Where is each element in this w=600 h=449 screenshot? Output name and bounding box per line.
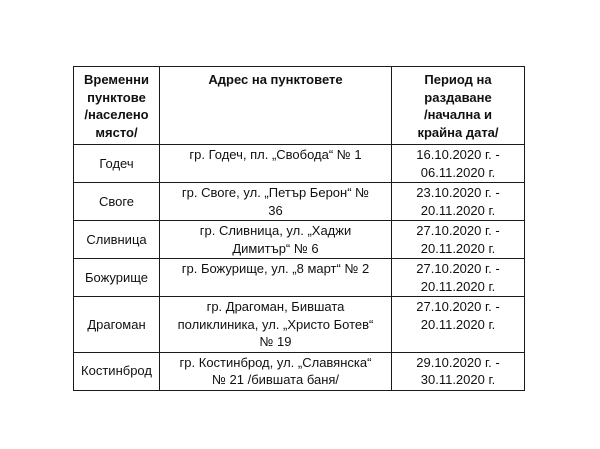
period-cell bbox=[392, 221, 525, 259]
table-row bbox=[74, 259, 525, 297]
period-start: 23.10.2020 г. - bbox=[416, 185, 500, 200]
address-line: гр. Божурище, ул. „8 март“ № 2 bbox=[181, 261, 370, 276]
address-line: 36 bbox=[268, 202, 283, 218]
header-line: раздаване bbox=[424, 89, 492, 105]
period-cell bbox=[392, 259, 525, 297]
period-cell bbox=[392, 352, 525, 390]
address-line: гр. Драгоман, Бившата bbox=[206, 299, 345, 314]
header-period bbox=[392, 67, 525, 145]
place-cell: Сливница bbox=[74, 221, 160, 259]
place-cell: Драгоман bbox=[74, 297, 160, 353]
place-cell: Своге bbox=[74, 183, 160, 221]
table-row bbox=[74, 145, 525, 183]
header-line: пунктове bbox=[87, 89, 146, 105]
period-start: 27.10.2020 г. - bbox=[416, 261, 500, 276]
period-end: 20.11.2020 г. bbox=[420, 316, 496, 332]
period-end: 20.11.2020 г. bbox=[420, 240, 496, 256]
period-end: 20.11.2020 г. bbox=[420, 202, 496, 218]
header-address bbox=[160, 67, 392, 145]
address-line: № 21 /бившата баня/ bbox=[211, 372, 340, 387]
table-row bbox=[74, 221, 525, 259]
distribution-points-table bbox=[73, 66, 525, 391]
table-row bbox=[74, 352, 525, 390]
address-cell bbox=[160, 259, 392, 297]
address-cell bbox=[160, 352, 392, 390]
address-cell bbox=[160, 297, 392, 353]
period-start: 29.10.2020 г. - bbox=[416, 354, 500, 370]
header-line: Временни bbox=[84, 72, 149, 87]
period-cell bbox=[392, 297, 525, 353]
table-row bbox=[74, 183, 525, 221]
address-line: гр. Костинброд, ул. „Славянска“ bbox=[179, 354, 372, 370]
header-line: /начална и bbox=[423, 107, 493, 122]
header-line: крайна дата/ bbox=[417, 124, 499, 140]
header-line: място/ bbox=[95, 124, 138, 140]
table-header-row bbox=[74, 67, 525, 145]
period-end: 30.11.2020 г. bbox=[420, 372, 496, 387]
address-line: гр. Сливница, ул. „Хаджи bbox=[199, 223, 352, 238]
address-line: Димитър“ № 6 bbox=[232, 240, 319, 256]
address-cell bbox=[160, 145, 392, 183]
address-line: № 19 bbox=[259, 334, 292, 349]
header-temporary-points bbox=[74, 67, 160, 145]
period-end: 20.11.2020 г. bbox=[420, 278, 496, 294]
header-line: Период на bbox=[424, 72, 492, 87]
period-start: 27.10.2020 г. - bbox=[416, 299, 500, 314]
table-row bbox=[74, 297, 525, 353]
period-end: 06.11.2020 г. bbox=[420, 164, 496, 180]
address-line: гр. Своге, ул. „Петър Берон“ № bbox=[181, 185, 370, 200]
period-start: 27.10.2020 г. - bbox=[416, 223, 500, 238]
period-cell bbox=[392, 145, 525, 183]
address-line: поликлиника, ул. „Христо Ботев“ bbox=[177, 316, 374, 332]
address-line: гр. Годеч, пл. „Свобода“ № 1 bbox=[189, 147, 362, 162]
place-cell: Божурище bbox=[74, 259, 160, 297]
period-start: 16.10.2020 г. - bbox=[416, 147, 500, 162]
period-cell bbox=[392, 183, 525, 221]
header-line: Адрес на пунктовете bbox=[208, 72, 343, 87]
address-cell bbox=[160, 221, 392, 259]
place-cell: Годеч bbox=[74, 145, 160, 183]
header-line: /населено bbox=[84, 107, 149, 122]
place-cell: Костинброд bbox=[74, 352, 160, 390]
address-cell bbox=[160, 183, 392, 221]
